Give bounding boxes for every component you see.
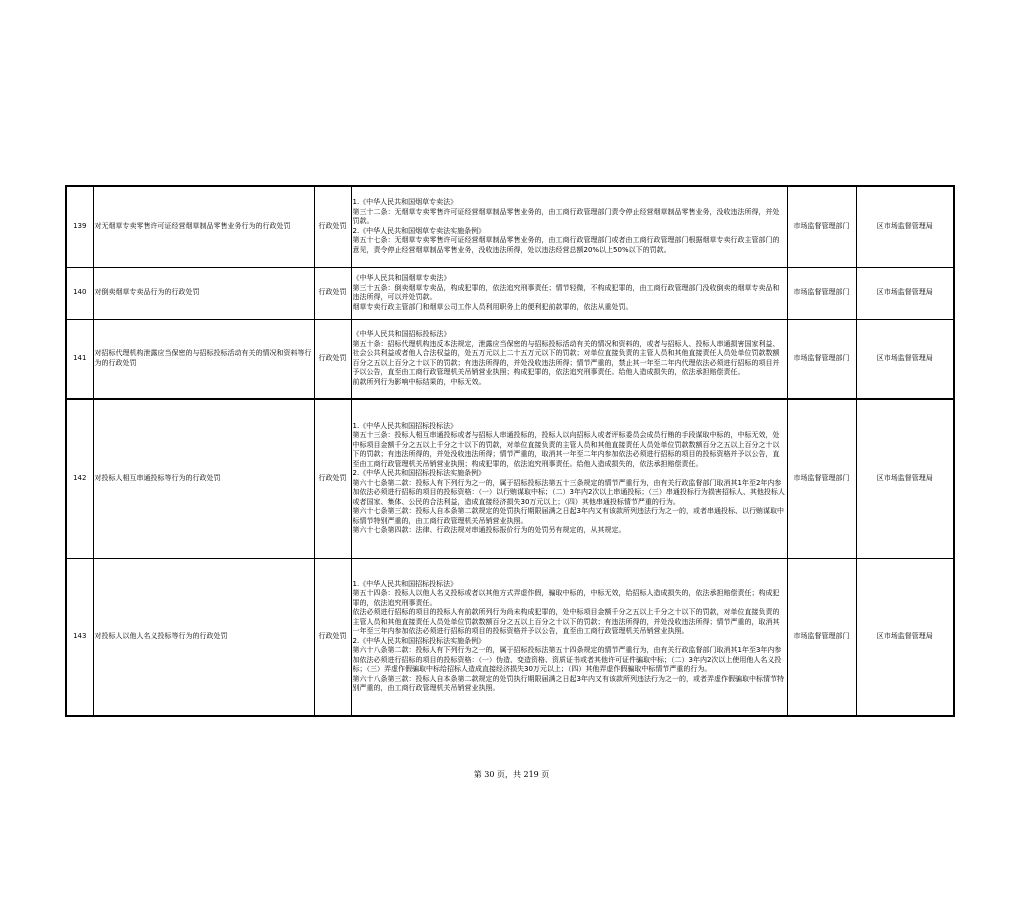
page-number: 第 30 页，共 219 页	[473, 770, 550, 779]
item-name: 对投标人相互串通投标等行为的行政处罚	[93, 399, 314, 558]
table-row	[66, 558, 954, 716]
regulation-table	[65, 185, 955, 717]
basis-line: 1.《中华人民共和国招标投标法》	[352, 579, 458, 588]
row-number: 141	[66, 319, 93, 399]
basis-line: 第六十八条第三款：投标人自本条第二款规定的处罚执行期限届满之日起3年内又有该款所列违法行为之一的，或者弄虚作假骗取中标情节特别严重的，由工商行政管理机关吊销营业执照。	[352, 674, 784, 693]
item-type: 行政处罚	[314, 319, 351, 399]
basis-line: 1.《中华人民共和国招标投标法》	[352, 421, 458, 430]
responsible-department: 市场监督管理部门	[787, 319, 856, 399]
implementing-agency: 区市场监督管理局	[856, 186, 954, 267]
basis-line: 第三十五条：倒卖烟草专卖品，构成犯罪的，依法追究刑事责任；情节轻微，不构成犯罪的，由工商行政管理部门没收倒卖的烟草专卖品和违法所得，可以并处罚款。	[352, 283, 780, 301]
row-number: 142	[66, 399, 93, 558]
table-row	[66, 267, 954, 319]
basis-line: 烟草专卖行政主管部门和烟草公司工作人员利用职务上的便利犯前款罪的，依法从重处罚。	[352, 302, 633, 311]
basis-line: 第五十七条：无烟草专卖零售许可证经营烟草制品零售业务的，由工商行政管理部门或者由工商行政管理部门根据烟草专卖行政主管部门的意见，责令停止经营烟草制品零售业务，没收违法所得，处以违法经营总额20%以上50%以下的罚款。	[352, 236, 780, 254]
responsible-department: 市场监督管理部门	[787, 558, 856, 716]
legal-basis	[351, 267, 787, 319]
item-name: 对倒卖烟草专卖品行为的行政处罚	[93, 267, 314, 319]
basis-line: 前款所列行为影响中标结果的，中标无效。	[352, 377, 486, 386]
responsible-department: 市场监督管理部门	[787, 186, 856, 267]
basis-line: 第五十条：招标代理机构违反本法规定，泄露应当保密的与招标投标活动有关的情况和资料的，或者与招标人、投标人串通损害国家利益、社会公共利益或者他人合法权益的，处五万元以上二十五万元以下的罚款；对单位直接负责的主管人员和其他直接责任人员处单位罚款数额百分之五以上百分之十以下的罚款；有违法所得的，并处没收违法所得；情节严重的，禁止其一年至二年内代理依法必须进行招标的项目并予以公告，直至由工商行政管理机关吊销营业执照；构成犯罪的，依法追究刑事责任。给他人造成损失的，依法承担赔偿责任。	[352, 339, 780, 377]
table-row	[66, 399, 954, 558]
legal-basis	[351, 399, 787, 558]
legal-basis	[351, 558, 787, 716]
basis-line: 第五十四条：投标人以他人名义投标或者以其他方式弄虚作假，骗取中标的，中标无效，给招标人造成损失的，依法承担赔偿责任；构成犯罪的，依法追究刑事责任。	[352, 589, 780, 607]
basis-line: 第六十八条第二款：投标人有下列行为之一的，属于招标投标法第五十四条规定的情节严重行为，由有关行政监督部门取消其1年至3年内参加依法必须进行招标的项目的投标资格：（一）伪造、变造资格、资质证书或者其他许可证件骗取中标；（二）3年内2次以上使用他人名义投标；（三）弄虚作假骗取中标给招标人造成直接经济损失30万元以上；（四）其他弄虚作假骗取中标情节严重的行为。	[352, 646, 782, 674]
basis-line: 第三十二条：无烟草专卖零售许可证经营烟草制品零售业务的，由工商行政管理部门责令停止经营烟草制品零售业务，没收违法所得，并处罚款。	[352, 207, 780, 226]
legal-basis	[351, 319, 787, 399]
basis-line: 依法必须进行招标的项目的投标人有前款所列行为尚未构成犯罪的，处中标项目金额千分之五以上千分之十以下的罚款，对单位直接负责的主管人员和其他直接责任人员处单位罚款数额百分之五以上百分之十以下的罚款；有违法所得的，并处没收违法所得；情节严重的，取消其一年至三年内参加依法必须进行招标的项目的投标资格并予以公告，直至由工商行政管理机关吊销营业执照。	[352, 608, 780, 636]
row-number: 143	[66, 558, 93, 716]
basis-line: 第六十七条第二款：投标人有下列行为之一的，属于招标投标法第五十三条规定的情节严重行为，由有关行政监督部门取消其1年至2年内参加依法必须进行招标的项目的投标资格：（一）以行贿谋取中标；（二）3年内2次以上串通投标；（三）串通投标行为损害招标人、其他投标人或者国家、集体、公民的合法利益，造成直接经济损失30万元以上；（四）其他串通投标情节严重的行为。	[352, 478, 785, 506]
implementing-agency: 区市场监督管理局	[856, 558, 954, 716]
basis-line: 第六十七条第三款：投标人自本条第二款规定的处罚执行期限届满之日起3年内又有该款所列违法行为之一的，或者串通投标、以行贿谋取中标情节特别严重的，由工商行政管理机关吊销营业执照。	[352, 507, 784, 525]
table-row	[66, 186, 954, 267]
item-type: 行政处罚	[314, 267, 351, 319]
implementing-agency: 区市场监督管理局	[856, 267, 954, 319]
basis-line: 2.《中华人民共和国烟草专卖法实施条例》	[352, 226, 486, 235]
table-row	[66, 319, 954, 399]
basis-line: 第六十七条第四款：法律、行政法规对串通投标报价行为的处罚另有规定的，从其规定。	[352, 526, 626, 535]
item-name: 对投标人以他人名义投标等行为的行政处罚	[93, 558, 314, 716]
implementing-agency: 区市场监督管理局	[856, 319, 954, 399]
implementing-agency: 区市场监督管理局	[856, 399, 954, 558]
basis-line: 《中华人民共和国招标投标法》	[352, 330, 451, 339]
item-name: 对无烟草专卖零售许可证经营烟草制品零售业务行为的行政处罚	[93, 186, 314, 267]
item-type: 行政处罚	[314, 558, 351, 716]
responsible-department: 市场监督管理部门	[787, 399, 856, 558]
basis-line: 2.《中华人民共和国招标投标法实施条例》	[352, 636, 486, 645]
row-number: 140	[66, 267, 93, 319]
basis-line: 1.《中华人民共和国烟草专卖法》	[352, 198, 458, 207]
item-name: 对招标代理机构泄露应当保密的与招标投标活动有关的情况和资料等行为的行政处罚	[93, 319, 314, 399]
row-number: 139	[66, 186, 93, 267]
item-type: 行政处罚	[314, 399, 351, 558]
item-type: 行政处罚	[314, 186, 351, 267]
legal-basis	[351, 186, 787, 267]
basis-line: 2.《中华人民共和国招标投标法实施条例》	[352, 469, 486, 478]
basis-line: 第五十三条：投标人相互串通投标或者与招标人串通投标的，投标人以向招标人或者评标委员会成员行贿的手段谋取中标的，中标无效，处中标项目金额千分之五以上千分之十以下的罚款，对单位直接负责的主管人员和其他直接责任人员处单位罚款数额百分之五以上百分之十以下的罚款；有违法所得的，并处没收违法所得；情节严重的，取消其一年至二年内参加依法必须进行招标的项目的投标资格并予以公告，直至由工商行政管理机关吊销营业执照；构成犯罪的，依法追究刑事责任。给他人造成损失的，依法承担赔偿责任。	[352, 431, 780, 468]
responsible-department: 市场监督管理部门	[787, 267, 856, 319]
basis-line: 《中华人民共和国烟草专卖法》	[352, 274, 451, 282]
